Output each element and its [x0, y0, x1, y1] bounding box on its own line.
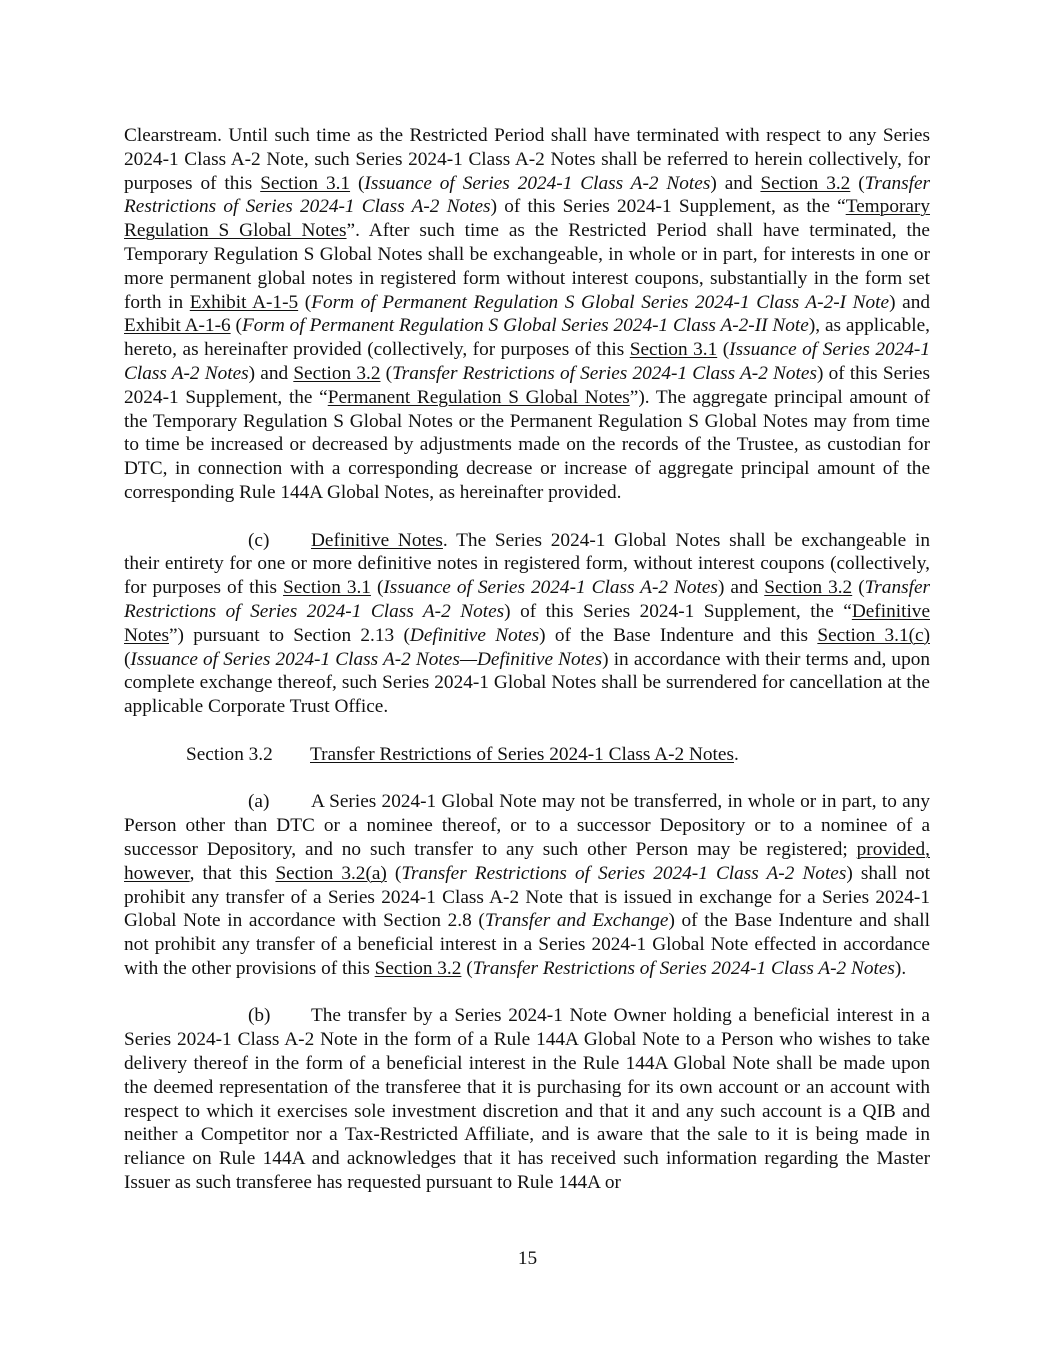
section-reference: Section 3.2 [293, 362, 381, 384]
section-heading: Section 3.2 Transfer Restrictions of Series 2024-1 Class A-2 Notes. [186, 743, 739, 765]
defined-term: Temporary Regulation S Global Notes [124, 196, 930, 242]
paragraph-transfer-global-note: (a) A Series 2024-1 Global Note may not be transferred, in whole or in part, to any Person other than DTC or a nominee thereof, or to a successor Depository or to a nominee of a successor Depository, and no such transfer to any such other Person may be registered; provided, however, that this Section 3.2(a) (Transfer Restrictions of Series 2024-1 Class A-2 Notes) shall not prohibit any transfer of a Series 2024-1 Class A-2 Note that is issued in exchange for a Series 2024-1 Global Note in accordance with Section 2.8 (Transfer and Exchange) of the Base Indenture and shall not prohibit any transfer of a beneficial interest in a Series 2024-1 Global Note effected in accordance with the other provisions of this Section 3.2 (Transfer Restrictions of Series 2024-1 Class A-2 Notes). [124, 791, 930, 979]
section-number: Section 3.2 [186, 743, 273, 765]
exhibit-reference: Exhibit A-1-5 [189, 291, 299, 313]
section-reference: Section 3.2 [764, 577, 853, 599]
clause-label: (a) [248, 791, 270, 813]
clause-label: (c) [248, 529, 270, 551]
page-number: 15 [517, 1248, 538, 1269]
section-reference: Section 3.1 [283, 577, 371, 599]
section-reference: Section 3.2(a) [275, 862, 387, 884]
defined-term: Permanent Regulation S Global Notes [327, 386, 630, 408]
exhibit-reference: Exhibit A-1-6 [124, 315, 231, 337]
document-page [124, 124, 930, 1195]
section-reference: Section 3.1(c) [817, 624, 930, 646]
paragraph-rule-144a-transfer: (b) The transfer by a Series 2024-1 Note Owner holding a beneficial interest in a Series 2024-1 Class A-2 Note in the form of a Rule 144A Global Note to a Person who wishes to take delivery thereof in the form of a beneficial interest in the Rule 144A Global Note shall be made upon the deemed representation of the transferee that it is purchasing for its own account or an account with respect to which it exercises sole investment discretion and that it and any such account is a QIB and neither a Competitor nor a Tax-Restricted Affiliate, and is aware that the sale to it is being made in reliance on Rule 144A and acknowledges that it has received such information regarding the Master Issuer as such transferee has requested pursuant to Rule 144A or [124, 1005, 930, 1194]
defined-term: Definitive Notes [124, 600, 930, 646]
section-reference: Section 3.1 [260, 172, 351, 194]
section-reference: Section 3.2 [374, 957, 462, 979]
clause-title: Definitive Notes [311, 529, 443, 551]
clause-label: (b) [248, 1005, 271, 1027]
paragraph-regulation-s-notes: Clearstream. Until such time as the Restricted Period shall have terminated with respect to any Series 2024-1 Class A-2 Note, such Series 2024-1 Class A-2 Notes shall be referred to herein collectively, for purposes of this Section 3.1 (Issuance of Series 2024-1 Class A-2 Notes) and Section 3.2 (Transfer Restrictions of Series 2024-1 Class A-2 Notes) of this Series 2024-1 Supplement, as the “Temporary Regulation S Global Notes”. After such time as the Restricted Period shall have terminated, the Temporary Regulation S Global Notes shall be exchangeable, in whole or in part, for interests in one or more permanent global notes in registered form without interest coupons, substantially in the form set forth in Exhibit A-1-5 (Form of Permanent Regulation S Global Series 2024-1 Class A-2-I Note) and Exhibit A-1-6 (Form of Permanent Regulation S Global Series 2024-1 Class A-2-II Note), as applicable, hereto, as hereinafter provided (collectively, for purposes of this Section 3.1 (Issuance of Series 2024-1 Class A-2 Notes) and Section 3.2 (Transfer Restrictions of Series 2024-1 Class A-2 Notes) of this Series 2024-1 Supplement, the “Permanent Regulation S Global Notes”). The aggregate principal amount of the Temporary Regulation S Global Notes or the Permanent Regulation S Global Notes may from time to time be increased or decreased by adjustments made on the records of the Trustee, as custodian for DTC, in connection with a corresponding decrease or increase of aggregate principal amount of the corresponding Rule 144A Global Notes, as hereinafter provided. [124, 125, 931, 503]
section-reference: Section 3.2 [760, 172, 851, 194]
paragraph-definitive-notes: (c) Definitive Notes. The Series 2024-1 Global Notes shall be exchangeable in their entirety for one or more definitive notes in registered form, without interest coupons (collectively, for purposes of this Section 3.1 (Issuance of Series 2024-1 Class A-2 Notes) and Section 3.2 (Transfer Restrictions of Series 2024-1 Class A-2 Notes) of this Series 2024-1 Supplement, the “Definitive Notes”) pursuant to Section 2.13 (Definitive Notes) of the Base Indenture and this Section 3.1(c) (Issuance of Series 2024-1 Class A-2 Notes—Definitive Notes) in accordance with their terms and, upon complete exchange thereof, such Series 2024-1 Global Notes shall be surrendered for cancellation at the applicable Corporate Trust Office. [124, 529, 931, 718]
section-reference: Section 3.1 [629, 339, 718, 361]
section-title: Transfer Restrictions of Series 2024-1 Class A-2 Notes [310, 743, 734, 765]
proviso-term: provided, however [124, 838, 930, 884]
